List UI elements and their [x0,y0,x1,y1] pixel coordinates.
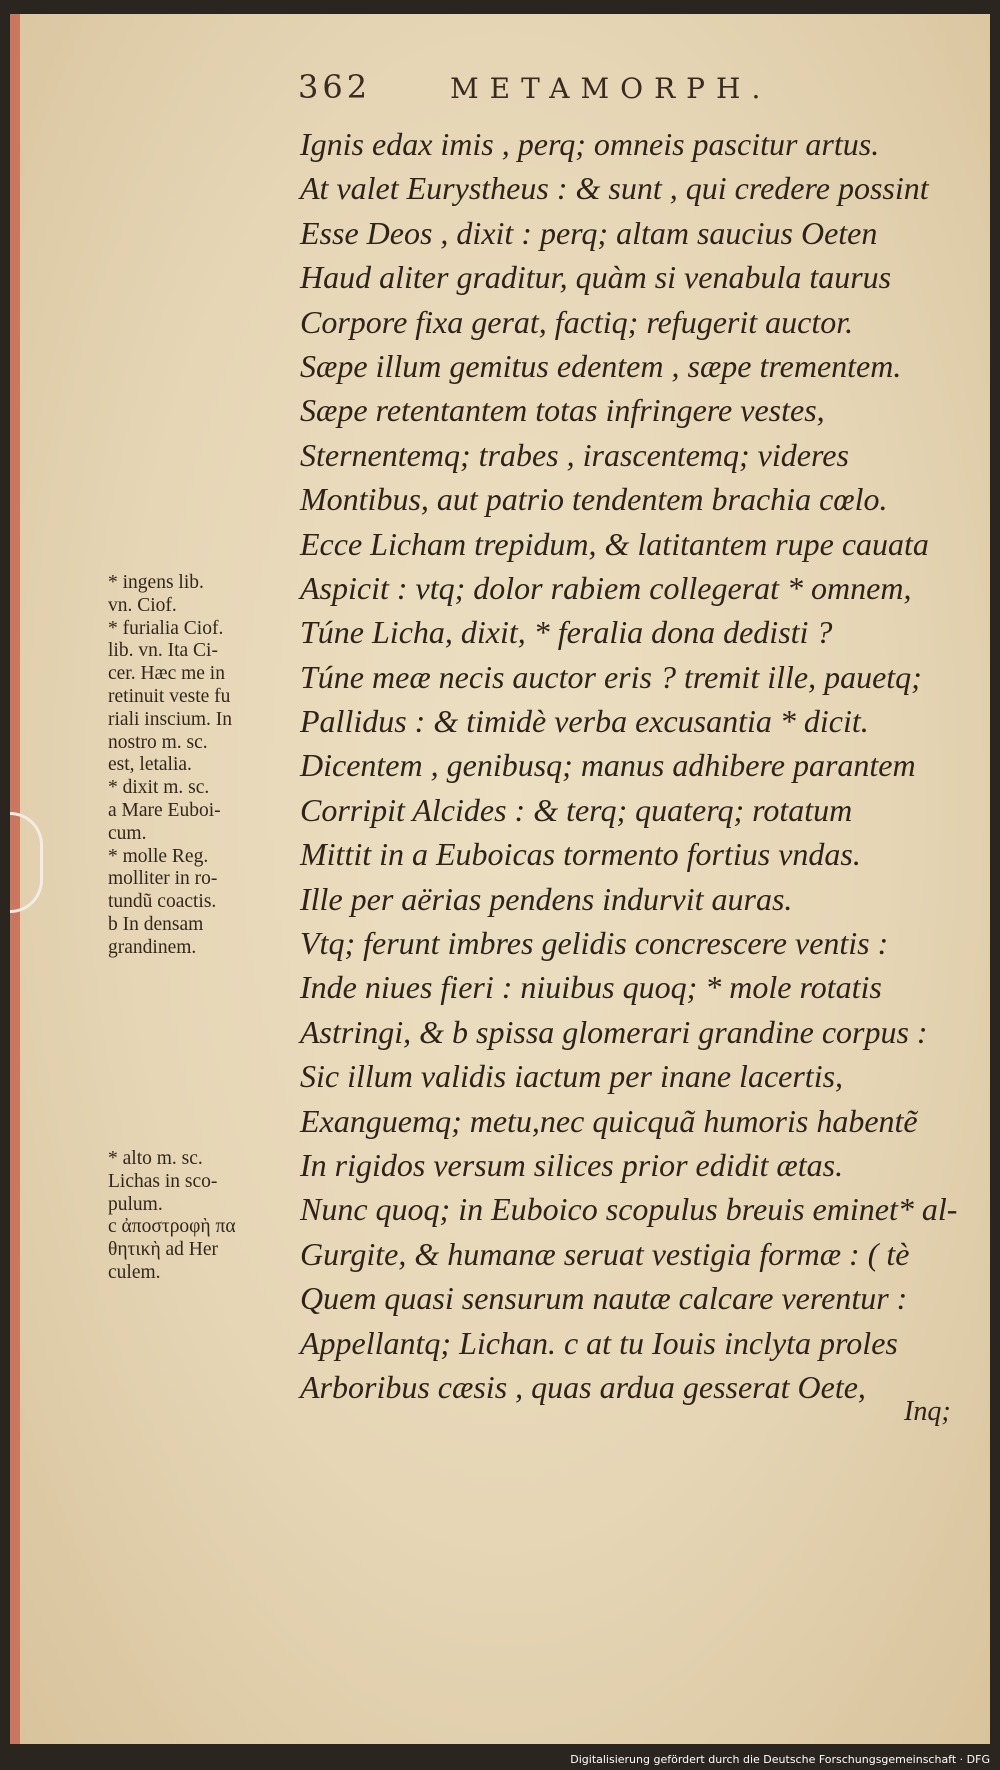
running-title: METAMORPH. [450,72,772,105]
marginal-note-line: * alto m. sc. [108,1148,203,1169]
marginal-note-line: θητικὴ ad Her [108,1239,219,1261]
verse-line: Sæpe illum gemitus edentem , sæpe trementem. [300,347,902,384]
verse-line: Esse Deos , dixit : perq; altam saucius Oeten [300,214,878,251]
marginal-note-line: b In densam [108,913,204,935]
marginal-note-line: retinuit veste fu [108,685,231,707]
verse-line: Haud aliter graditur, quàm si venabula taurus [300,259,892,296]
marginal-note-line: est, letalia. [108,754,192,776]
verse-line: Ecce Licham trepidum, & latitantem rupe cauata [300,525,929,562]
verse-line: Túne meæ necis auctor eris ? tremit ille, pauetq; [300,658,922,695]
verse-line: Arboribus cæsis , quas ardua gesserat Oete, [300,1368,866,1405]
marginal-note-line: nostro m. sc. [108,731,208,753]
verse-line: Sternentemq; trabes , irascentemq; videres [300,436,849,473]
page-header [20,68,990,108]
verse-line: Túne Licha, dixit, * feralia dona dedisti ? [300,614,833,651]
catchword: Inq; [904,1396,951,1427]
marginal-note-line: pulum. [108,1193,163,1215]
verse-line: Corpore fixa gerat, factiq; refugerit auctor. [300,303,854,340]
verse-line: Gurgite, & humanæ seruat vestigia formæ : ( tè [300,1235,910,1272]
marginal-note-line: Lichas in sco- [108,1170,218,1192]
verse-line: Dicentem , genibusq; manus adhibere parantem [300,747,916,784]
verse-line: Quem quasi sensurum nautæ calcare verentur : [300,1280,908,1317]
verse-line: Inde niues fieri : niuibus quoq; * mole rotatis [300,969,882,1006]
verse-line: Sic illum validis iactum per inane lacertis, [300,1058,844,1095]
marginal-note-line: * dixit m. sc. [108,777,210,799]
verse-text [300,122,990,1409]
verse-line: At valet Eurystheus : & sunt , qui credere possint [300,170,929,207]
verse-line: Montibus, aut patrio tendentem brachia cœlo. [300,481,888,518]
marginal-notes-upper [108,572,232,960]
verse-line: Astringi, & b spissa glomerari grandine corpus : [300,1013,928,1050]
marginal-note-line: a Mare Euboi- [108,799,221,821]
verse-line: Aspicit : vtq; dolor rabiem collegerat * omnem, [300,569,912,606]
digitization-credit: Digitalisierung gefördert durch die Deutsche Forschungsgemeinschaft · DFG [570,1753,990,1766]
verse-line: Mittit in a Euboicas tormento fortius vndas. [300,836,861,873]
verse-line: Corripit Alcides : & terq; quaterq; rotatum [300,791,853,828]
marginal-note-line: culem. [108,1261,161,1283]
verse-line: Ignis edax imis , perq; omneis pascitur artus. [300,126,880,162]
page-number: 362 [298,68,372,106]
marginal-note-line: lib. vn. Ita Ci- [108,640,218,662]
verse-line: Ille per aërias pendens indurvit auras. [300,880,793,917]
marginal-note-line: cum. [108,822,147,844]
verse-line: Vtq; ferunt imbres gelidis concrescere ventis : [300,925,889,962]
marginal-notes-lower [108,1148,236,1285]
marginal-note-line: * molle Reg. [108,845,209,867]
marginal-note-line: grandinem. [108,936,197,958]
marginal-note-line: c ἀποστροφὴ πα [108,1216,236,1238]
verse-line: Sæpe retentantem totas infringere vestes, [300,392,825,429]
marginal-note-line: riali inscium. In [108,708,233,730]
book-page [10,14,990,1744]
verse-line: In rigidos versum silices prior edidit ætas. [300,1146,844,1183]
marginal-note-line: * ingens lib. [108,572,204,593]
verse-line: Appellantq; Lichan. c at tu Iouis inclyta proles [300,1324,898,1361]
marginal-note-line: * furialia Ciof. [108,617,224,639]
marginal-note-line: cer. Hæc me in [108,663,225,685]
verse-line: Pallidus : & timidè verba excusantia * dicit. [300,703,869,740]
verse-line: Nunc quoq; in Euboico scopulus breuis eminet* al- [300,1191,958,1228]
marginal-note-line: tundũ coactis. [108,891,217,913]
marginal-note-line: molliter in ro- [108,868,218,890]
verse-line: Exanguemq; metu,nec quicquã humoris habentẽ [300,1102,918,1139]
marginal-note-line: vn. Ciof. [108,594,177,616]
